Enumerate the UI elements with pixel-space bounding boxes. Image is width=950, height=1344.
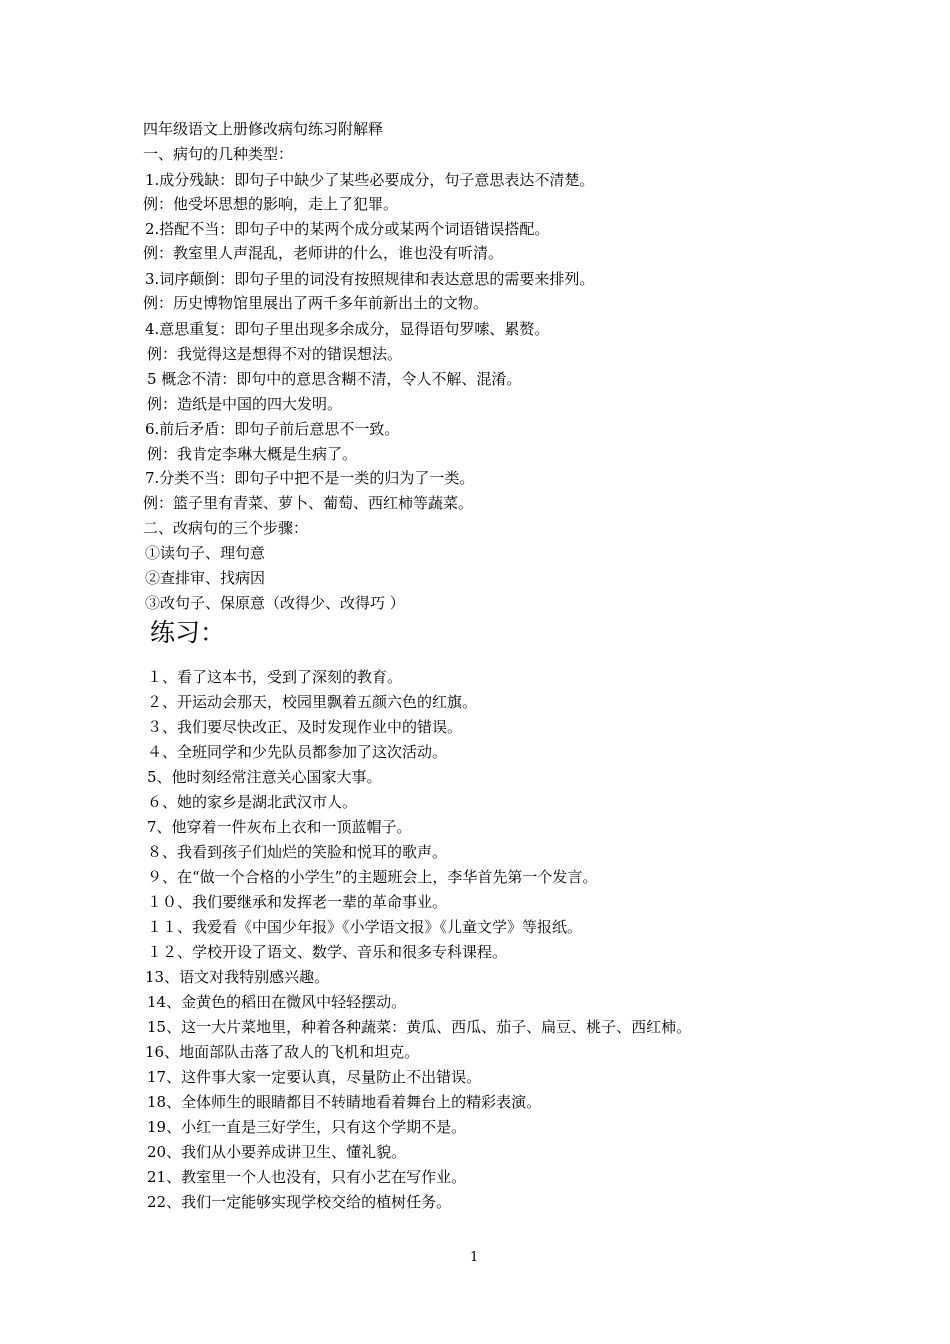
page-number: 1	[470, 1250, 479, 1265]
practice-item: 16、地面部队击落了敌人的飞机和坦克。	[145, 1043, 420, 1061]
type-example: 例：我觉得这是想得不对的错误想法。	[147, 345, 403, 363]
practice-item: 13、语文对我特别感兴趣。	[145, 968, 330, 986]
practice-item: １２、学校开设了语文、数学、音乐和很多专科课程。	[147, 943, 508, 961]
type-item: 3.词序颠倒：即句子里的词没有按照规律和表达意思的需要来排列。	[145, 270, 595, 288]
type-item: 4.意思重复：即句子里出现多余成分，显得语句罗嗦、累赘。	[145, 320, 550, 338]
practice-item: ８、我看到孩子们灿烂的笑脸和悦耳的歌声。	[147, 843, 448, 861]
practice-item: ３、我们要尽快改正、及时发现作业中的错误。	[147, 718, 463, 736]
practice-item: 5、他时刻经常注意关心国家大事。	[147, 768, 382, 786]
type-example: 例：他受坏思想的影响，走上了犯罪。	[143, 195, 399, 213]
practice-item: ９、在“做一个合格的小学生”的主题班会上，李华首先第一个发言。	[147, 868, 598, 886]
section-heading-types: 一、病句的几种类型：	[143, 145, 294, 163]
type-item: 1.成分残缺：即句子中缺少了某些必要成分，句子意思表达不清楚。	[145, 171, 595, 189]
practice-item: １０、我们要继承和发挥老一辈的革命事业。	[147, 893, 448, 911]
practice-item: 22、我们一定能够实现学校交给的植树任务。	[147, 1193, 452, 1211]
practice-item: 19、小红一直是三好学生，只有这个学期不是。	[147, 1118, 467, 1136]
section-heading-steps: 二、改病句的三个步骤：	[143, 519, 309, 537]
type-example: 例：历史博物馆里展出了两千多年前新出土的文物。	[143, 294, 489, 312]
type-example: 例：我肯定李琳大概是生病了。	[147, 445, 358, 463]
practice-heading: 练习：	[150, 618, 226, 647]
practice-item: １１、我爱看《中国少年报》《小学语文报》《儿童文学》等报纸。	[147, 918, 583, 936]
type-item: 6.前后矛盾：即句子前后意思不一致。	[145, 420, 400, 438]
step-item: ①读句子、理句意	[145, 544, 266, 562]
step-item: ③改句子、保原意（改得少、改得巧 ）	[145, 594, 405, 612]
practice-item: 20、我们从小要养成讲卫生、懂礼貌。	[147, 1143, 407, 1161]
practice-item: ４、全班同学和少先队员都参加了这次活动。	[147, 743, 448, 761]
practice-item: 18、全体师生的眼睛都目不转睛地看着舞台上的精彩表演。	[147, 1093, 542, 1111]
type-example: 例：篮子里有青菜、萝卜、葡萄、西红柿等蔬菜。	[143, 494, 474, 512]
practice-item: 15、这一大片菜地里，种着各种蔬菜：黄瓜、西瓜、茄子、扁豆、桃子、西红柿。	[147, 1018, 692, 1036]
practice-item: 17、这件事大家一定要认真，尽量防止不出错误。	[147, 1068, 482, 1086]
document-title: 四年级语文上册修改病句练习附解释	[143, 120, 384, 138]
type-item: 5 概念不清：即句中的意思含糊不清，令人不解、混淆。	[147, 370, 522, 388]
type-item: 2.搭配不当：即句子中的某两个成分或某两个词语错误搭配。	[145, 220, 550, 238]
practice-item: 14、金黄色的稻田在微风中轻轻摆动。	[147, 993, 407, 1011]
type-example: 例：教室里人声混乱，老师讲的什么，谁也没有听清。	[143, 244, 504, 262]
practice-item: 21、教室里一个人也没有，只有小艺在写作业。	[147, 1168, 467, 1186]
practice-item: 7、他穿着一件灰布上衣和一顶蓝帽子。	[147, 818, 412, 836]
practice-item: １、看了这本书，受到了深刻的教育。	[147, 668, 403, 686]
type-item: 7.分类不当：即句子中把不是一类的归为了一类。	[145, 469, 475, 487]
practice-item: ６、她的家乡是湖北武汉市人。	[147, 793, 358, 811]
type-example: 例：造纸是中国的四大发明。	[147, 395, 343, 413]
step-item: ②查排审、找病因	[145, 569, 266, 587]
practice-item: ２、开运动会那天，校园里飘着五颜六色的红旗。	[147, 693, 478, 711]
